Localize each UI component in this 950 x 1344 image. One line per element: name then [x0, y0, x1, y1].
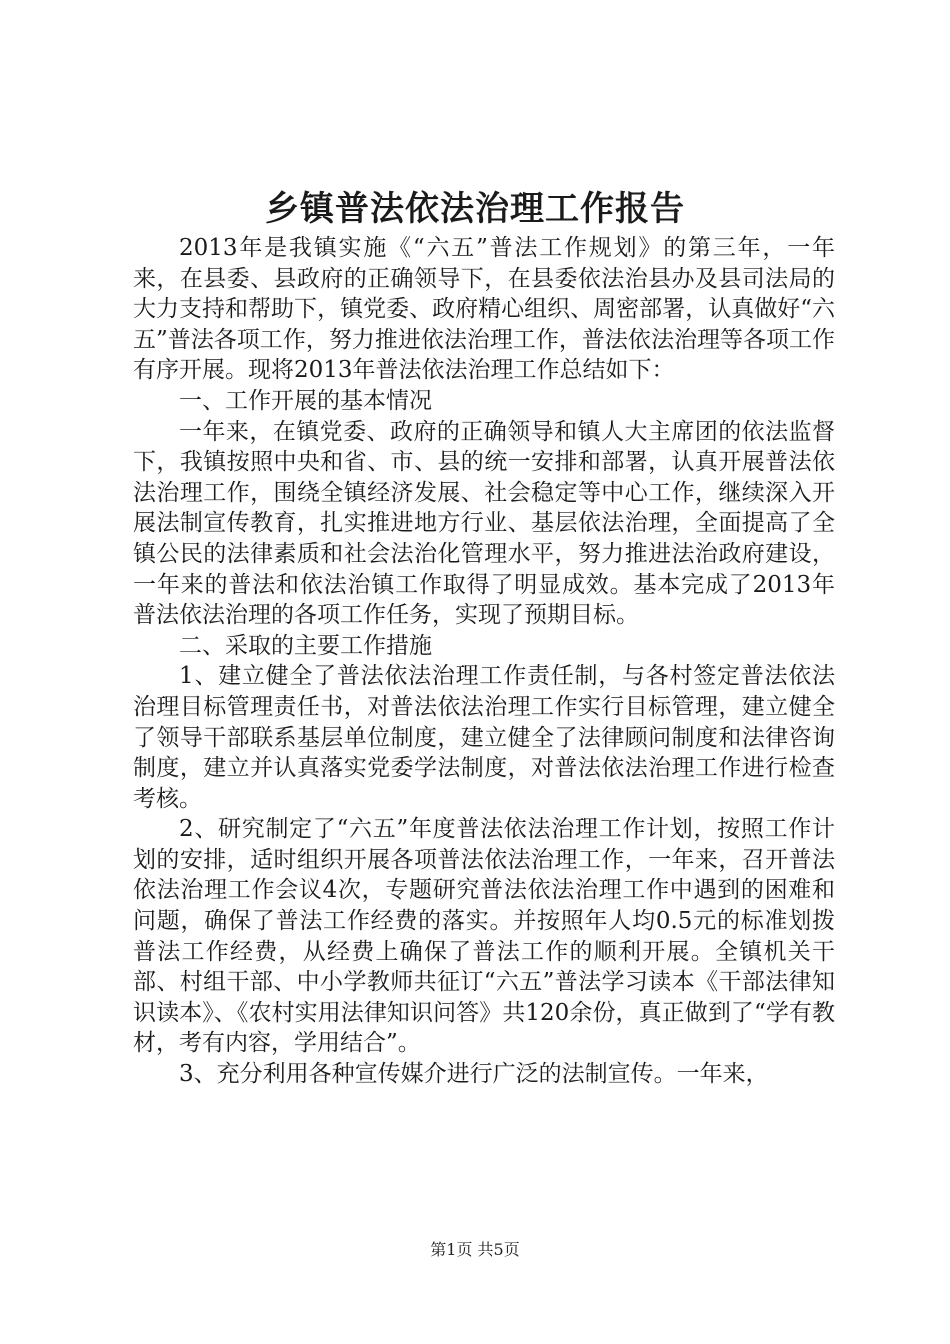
- paragraph-basic-situation: 一年来，在镇党委、政府的正确领导和镇人大主席团的依法监督下，我镇按照中央和省、市、县的统一安排和部署，认真开展普法依法治理工作，围绕全镇经济发展、社会稳定等中心工作，继续深入开展法制宣传教育，扎实推进地方行业、基层依法治理，全面提高了全镇公民的法律素质和社会法治化管理水平，努力推进法治政府建设，一年来的普法和依法治镇工作取得了明显成效。基本完成了2013年普法依法治理的各项工作任务，实现了预期目标。: [133, 418, 835, 629]
- section-heading-1: 一、工作开展的基本情况: [179, 387, 432, 414]
- page-number-footer: 第1页 共5页: [430, 1240, 520, 1259]
- document-title: 乡镇普法依法治理工作报告: [265, 189, 685, 229]
- paragraph-measure-2: 2、研究制定了“六五”年度普法依法治理工作计划，按照工作计划的安排，适时组织开展各项普法依法治理工作，一年来，召开普法依法治理工作会议4次，专题研究普法依法治理工作中遇到的困难和问题，确保了普法工作经费的落实。并按照年人均0.5元的标准划拨普法工作经费，从经费上确保了普法工作的顺利开展。全镇机关干部、村组干部、中小学教师共征订“六五”普法学习读本《干部法律知识读本》、《农村实用法律知识问答》共120余份，真正做到了“学有教材，考有内容，学用结合”。: [133, 816, 835, 1057]
- section-heading-2: 二、采取的主要工作措施: [179, 632, 432, 659]
- paragraph-intro: 2013年是我镇实施《“六五”普法工作规划》的第三年，一年来，在县委、县政府的正确领导下，在县委依法治县办及县司法局的大力支持和帮助下，镇党委、政府精心组织、周密部署，认真做好“六五”普法各项工作，努力推进依法治理工作，普法依法治理等各项工作有序开展。现将2013年普法依法治理工作总结如下：: [133, 235, 835, 384]
- document-body: [133, 233, 835, 1090]
- paragraph-measure-3: 3、充分利用各种宣传媒介进行广泛的法制宣传。一年来，: [179, 1061, 769, 1088]
- paragraph-measure-1: 1、建立健全了普法依法治理工作责任制，与各村签定普法依法治理目标管理责任书，对普法依法治理工作实行目标管理，建立健全了领导干部联系基层单位制度，建立健全了法律顾问制度和法律咨询制度，建立并认真落实党委学法制度，对普法依法治理工作进行检查考核。: [133, 663, 835, 812]
